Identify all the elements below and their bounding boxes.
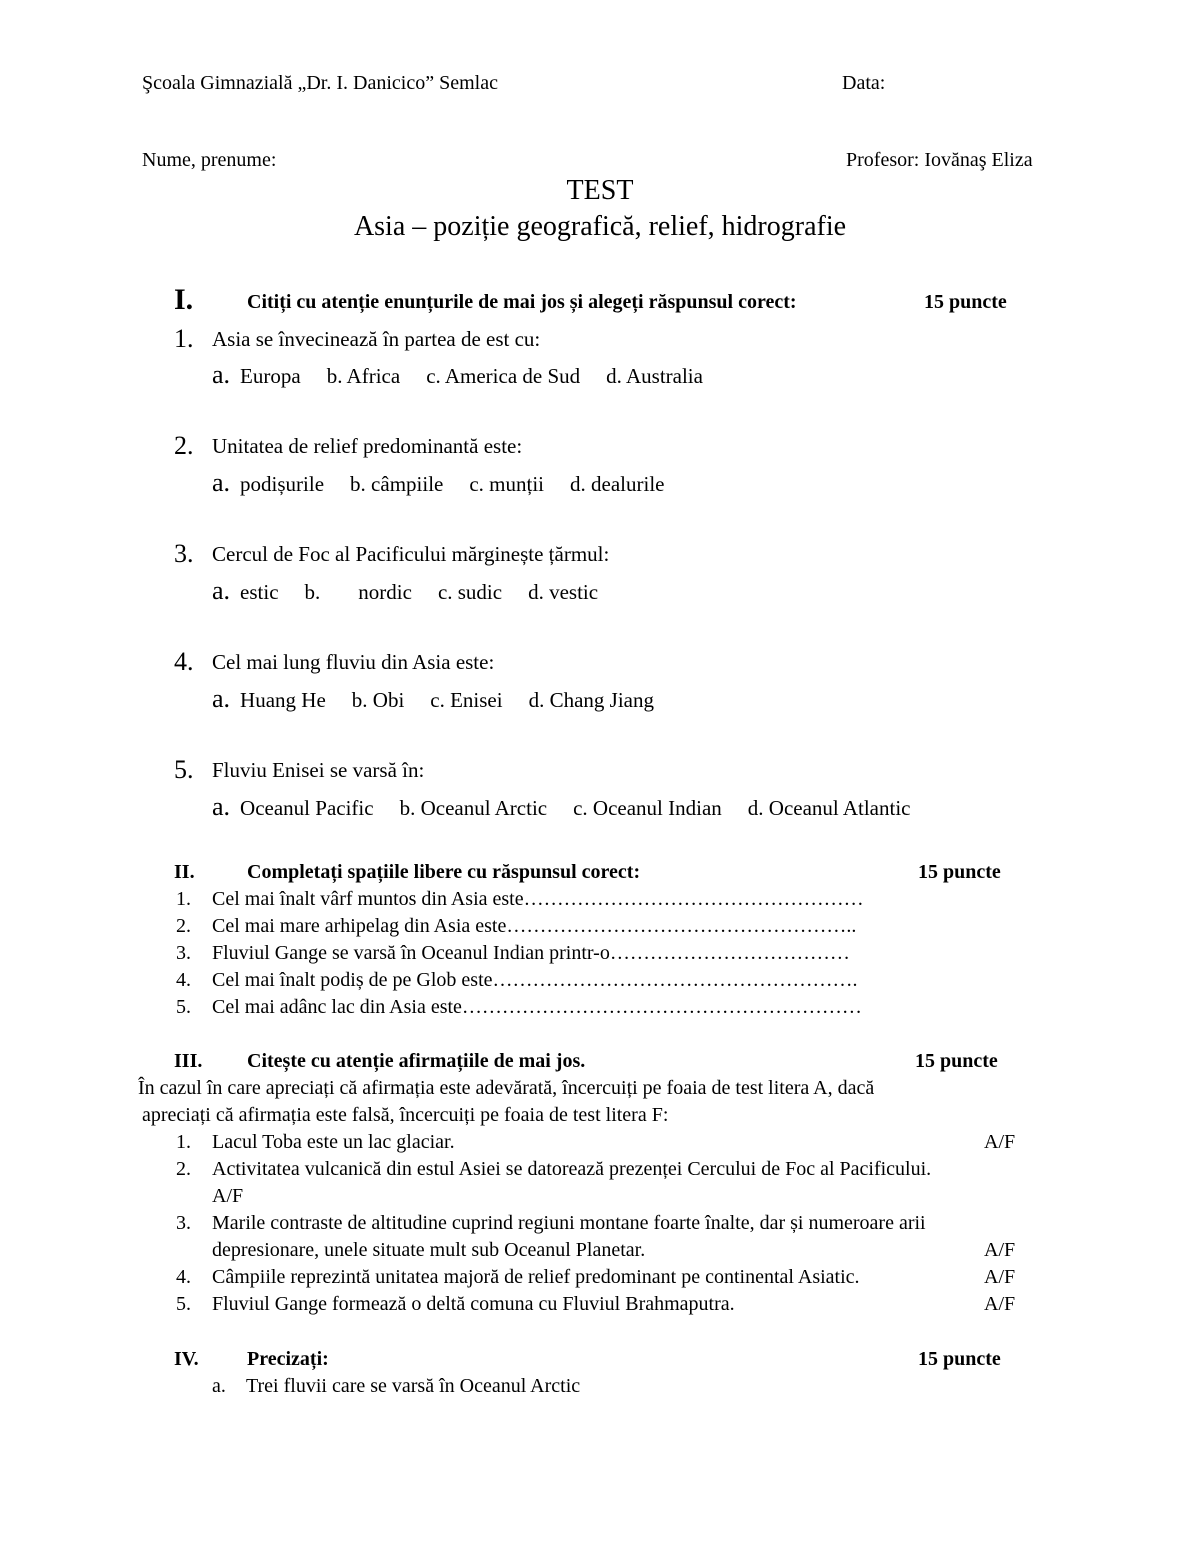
- question-1-text: Asia se învecinează în partea de est cu:: [212, 327, 541, 351]
- tf-item-5-text: Fluviul Gange formează o deltă comuna cu Fluviul Brahmaputra.: [212, 1293, 735, 1315]
- date-label: Data:: [842, 72, 886, 94]
- section-1-heading: Citiți cu atenție enunțurile de mai jos și alegeți răspunsul corect:: [247, 291, 797, 313]
- question-4-options: [212, 684, 654, 714]
- section-3-roman: III.: [174, 1050, 203, 1072]
- fill-item-5-number: 5.: [176, 996, 191, 1018]
- question-5-text: Fluviu Enisei se varsă în:: [212, 758, 425, 782]
- fill-item-1-text: Cel mai înalt vârf muntos din Asia este……………………………………………: [212, 888, 864, 910]
- section-2-roman: II.: [174, 861, 195, 883]
- option-a: estic: [240, 580, 279, 604]
- tf-item-2-number: 2.: [176, 1158, 191, 1180]
- question-5-options: [212, 792, 911, 822]
- question-5-number: 5.: [174, 755, 194, 784]
- precize-item-a-text: Trei fluvii care se varsă în Oceanul Arctic: [246, 1375, 581, 1397]
- option-b: b.: [304, 580, 321, 604]
- tf-item-3-number: 3.: [176, 1212, 191, 1234]
- tf-item-3-mark: A/F: [984, 1239, 1016, 1261]
- fill-item-5-text: Cel mai adânc lac din Asia este……………………………………………………: [212, 996, 862, 1018]
- teacher-name: Profesor: Iovănaş Eliza: [846, 149, 1033, 171]
- option-b-text: nordic: [358, 580, 412, 604]
- tf-item-2-text: Activitatea vulcanică din estul Asiei se datorează prezenței Cercului de Foc al Pacificului.: [212, 1158, 932, 1180]
- fill-item-1-number: 1.: [176, 888, 191, 910]
- section-3-heading: Citește cu atenție afirmațiile de mai jos.: [247, 1050, 586, 1072]
- option-c: c. Oceanul Indian: [573, 796, 722, 820]
- option-a: Oceanul Pacific: [240, 796, 374, 820]
- question-1-options: [212, 360, 703, 390]
- precize-item-a-letter: a.: [212, 1375, 226, 1397]
- tf-item-3-text-line2: depresionare, unele situate mult sub Oceanul Planetar.: [212, 1239, 646, 1261]
- question-3-number: 3.: [174, 539, 194, 568]
- tf-item-2-mark: A/F: [212, 1185, 244, 1207]
- option-d: d. dealurile: [570, 472, 665, 496]
- fill-item-2-number: 2.: [176, 915, 191, 937]
- question-2-text: Unitatea de relief predominantă este:: [212, 434, 523, 458]
- question-4-number: 4.: [174, 647, 194, 676]
- fill-item-4-number: 4.: [176, 969, 191, 991]
- fill-item-4-text: Cel mai înalt podiș de pe Glob este……………………………………………….: [212, 969, 858, 991]
- option-b: b. câmpiile: [350, 472, 444, 496]
- option-letter: a.: [212, 792, 231, 821]
- option-letter: a.: [212, 576, 231, 605]
- tf-item-4-number: 4.: [176, 1266, 191, 1288]
- option-b: b. Africa: [326, 364, 401, 388]
- option-d: d. Chang Jiang: [528, 688, 654, 712]
- tf-item-4-mark: A/F: [984, 1266, 1016, 1288]
- section-4-roman: IV.: [174, 1348, 199, 1370]
- question-2-options: [212, 468, 665, 498]
- tf-item-3-text: Marile contraste de altitudine cuprind regiuni montane foarte înalte, dar și numeroare arii: [212, 1212, 926, 1234]
- option-c: c. America de Sud: [426, 364, 581, 388]
- section-3-points: 15 puncte: [915, 1050, 998, 1072]
- test-title: TEST: [566, 175, 634, 206]
- section-3-intro-line2: apreciați că afirmația este falsă, încercuiți pe foaia de test litera F:: [142, 1104, 669, 1126]
- option-a: Huang He: [240, 688, 326, 712]
- section-2-heading: Completați spațiile libere cu răspunsul corect:: [247, 861, 641, 883]
- option-b: b. Oceanul Arctic: [399, 796, 548, 820]
- question-3-text: Cercul de Foc al Pacificului mărginește țărmul:: [212, 542, 610, 566]
- tf-item-1-text: Lacul Toba este un lac glaciar.: [212, 1131, 455, 1153]
- question-3-options: [212, 576, 598, 606]
- section-4-points: 15 puncte: [918, 1348, 1001, 1370]
- fill-item-3-number: 3.: [176, 942, 191, 964]
- option-d: d. Australia: [606, 364, 703, 388]
- fill-item-2-text: Cel mai mare arhipelag din Asia este……………………………………………..: [212, 915, 857, 937]
- tf-item-1-number: 1.: [176, 1131, 191, 1153]
- section-1-roman: I.: [174, 283, 194, 316]
- option-a: Europa: [240, 364, 301, 388]
- option-d: d. vestic: [528, 580, 599, 604]
- option-c: c. munții: [469, 472, 545, 496]
- section-4-heading: Precizați:: [247, 1348, 329, 1370]
- section-2-points: 15 puncte: [918, 861, 1001, 883]
- question-2-number: 2.: [174, 431, 194, 460]
- option-d: d. Oceanul Atlantic: [747, 796, 911, 820]
- section-3-intro-line1: În cazul în care apreciați că afirmația este adevărată, încercuiți pe foaia de test litera A, dacă: [138, 1077, 875, 1099]
- option-letter: a.: [212, 468, 231, 497]
- option-c: c. sudic: [437, 580, 503, 604]
- school-name: Şcoala Gimnazială „Dr. I. Danicico” Semlac: [142, 72, 498, 94]
- section-1-points: 15 puncte: [924, 291, 1007, 313]
- student-name-label: Nume, prenume:: [142, 149, 277, 171]
- option-letter: a.: [212, 684, 231, 713]
- tf-item-5-number: 5.: [176, 1293, 191, 1315]
- tf-item-5-mark: A/F: [984, 1293, 1016, 1315]
- question-1-number: 1.: [174, 324, 194, 353]
- option-c: c. Enisei: [430, 688, 503, 712]
- tf-item-4-text: Câmpiile reprezintă unitatea majoră de relief predominant pe continental Asiatic.: [212, 1266, 860, 1288]
- option-b: b. Obi: [351, 688, 405, 712]
- option-letter: a.: [212, 360, 231, 389]
- test-subtitle: Asia – poziție geografică, relief, hidrografie: [353, 211, 847, 242]
- fill-item-3-text: Fluviul Gange se varsă în Oceanul Indian printr-o………………………………: [212, 942, 850, 964]
- tf-item-1-mark: A/F: [984, 1131, 1016, 1153]
- option-a: podișurile: [240, 472, 325, 496]
- question-4-text: Cel mai lung fluviu din Asia este:: [212, 650, 495, 674]
